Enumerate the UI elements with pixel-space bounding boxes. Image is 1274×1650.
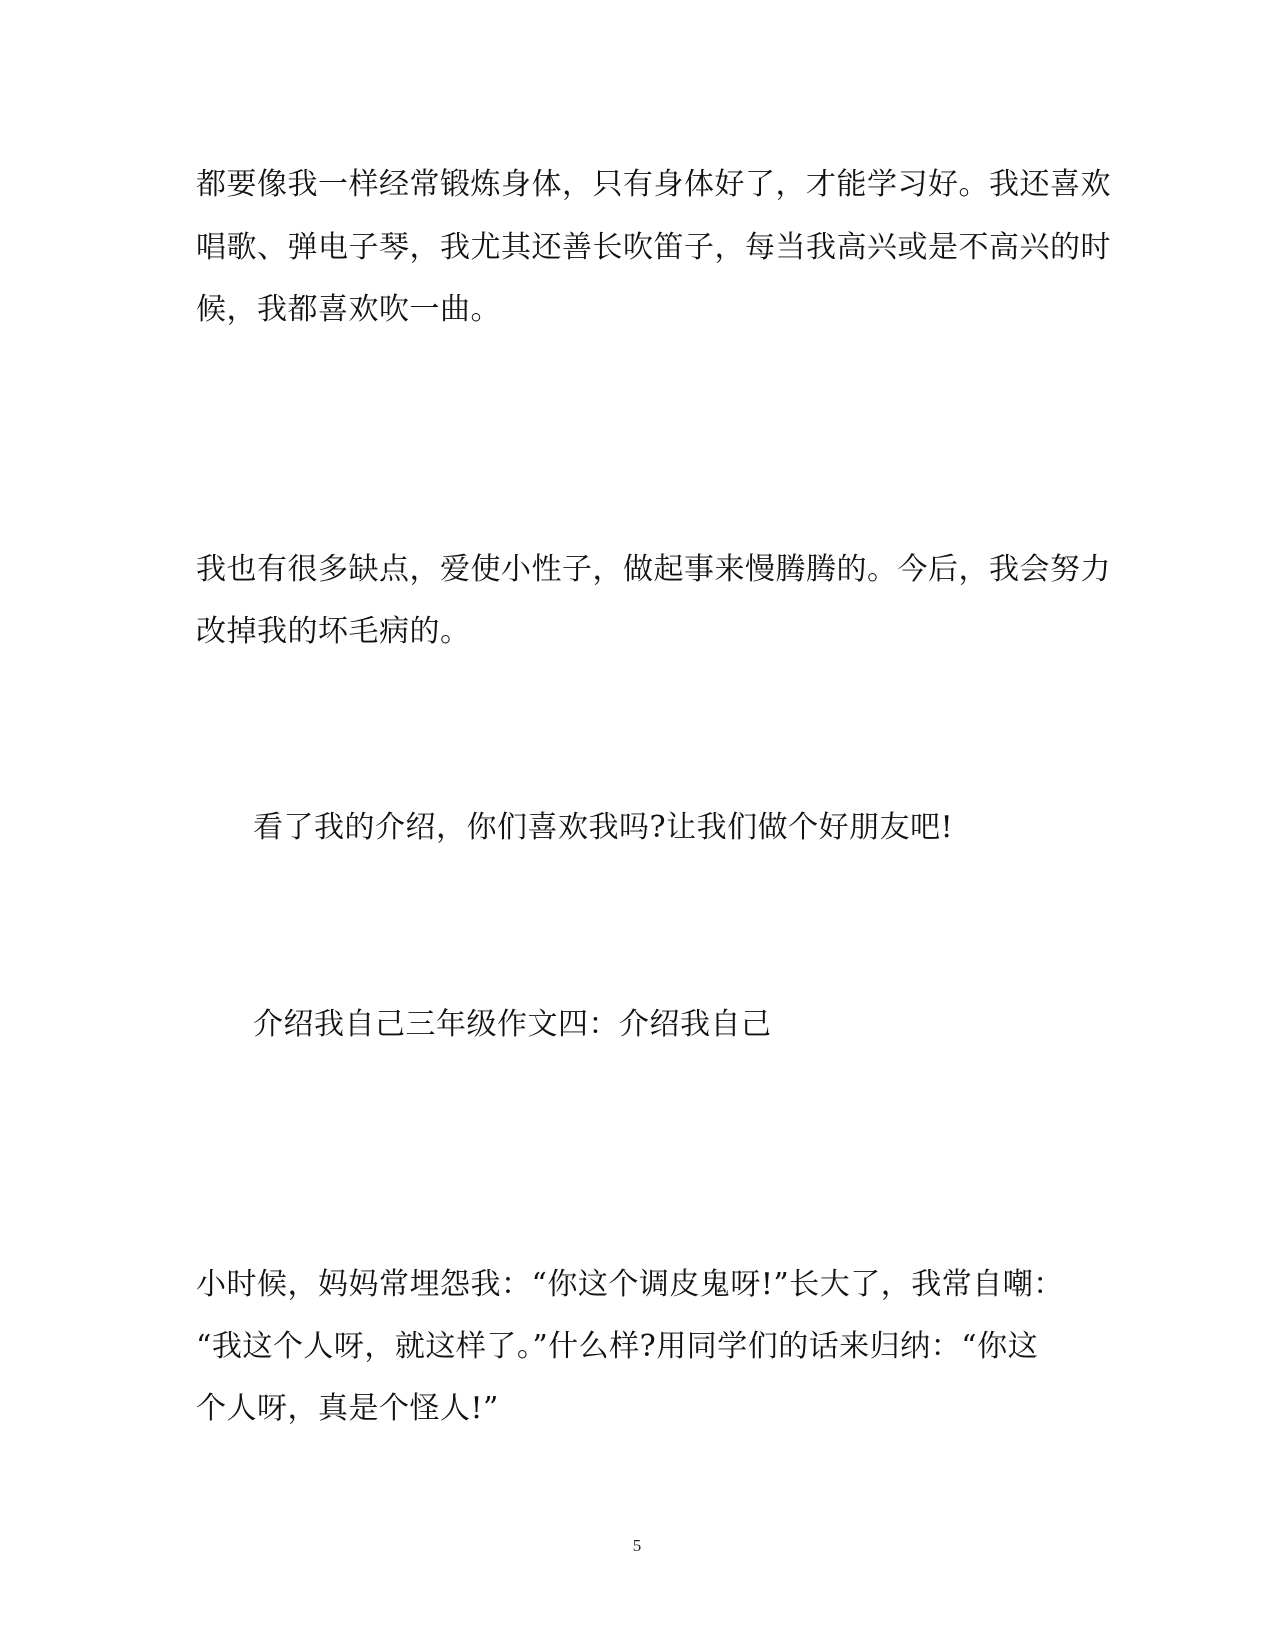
page-number: 5 bbox=[632, 1536, 642, 1555]
paragraph-line: 我也有很多缺点，爱使小性子，做起事来慢腾腾的。今后，我会努力 bbox=[196, 552, 1111, 587]
paragraph-line: 候，我都喜欢吹一曲。 bbox=[196, 292, 501, 327]
paragraph-line: 看了我的介绍，你们喜欢我吗?让我们做个好朋友吧! bbox=[253, 810, 954, 845]
paragraph-line: 小时候，妈妈常埋怨我：“你这个调皮鬼呀!”长大了，我常自嘲： bbox=[196, 1267, 1064, 1302]
paragraph-line: “我这个人呀，就这样了。”什么样?用同学们的话来归纳：“你这 bbox=[196, 1329, 1039, 1364]
paragraph-line: 改掉我的坏毛病的。 bbox=[196, 614, 471, 649]
paragraph-line: 个人呀，真是个怪人!” bbox=[196, 1391, 499, 1426]
paragraph-line: 都要像我一样经常锻炼身体，只有身体好了，才能学习好。我还喜欢 bbox=[196, 167, 1111, 202]
heading-line: 介绍我自己三年级作文四：介绍我自己 bbox=[253, 1007, 772, 1042]
paragraph-line: 唱歌、弹电子琴，我尤其还善长吹笛子，每当我高兴或是不高兴的时 bbox=[196, 230, 1111, 265]
